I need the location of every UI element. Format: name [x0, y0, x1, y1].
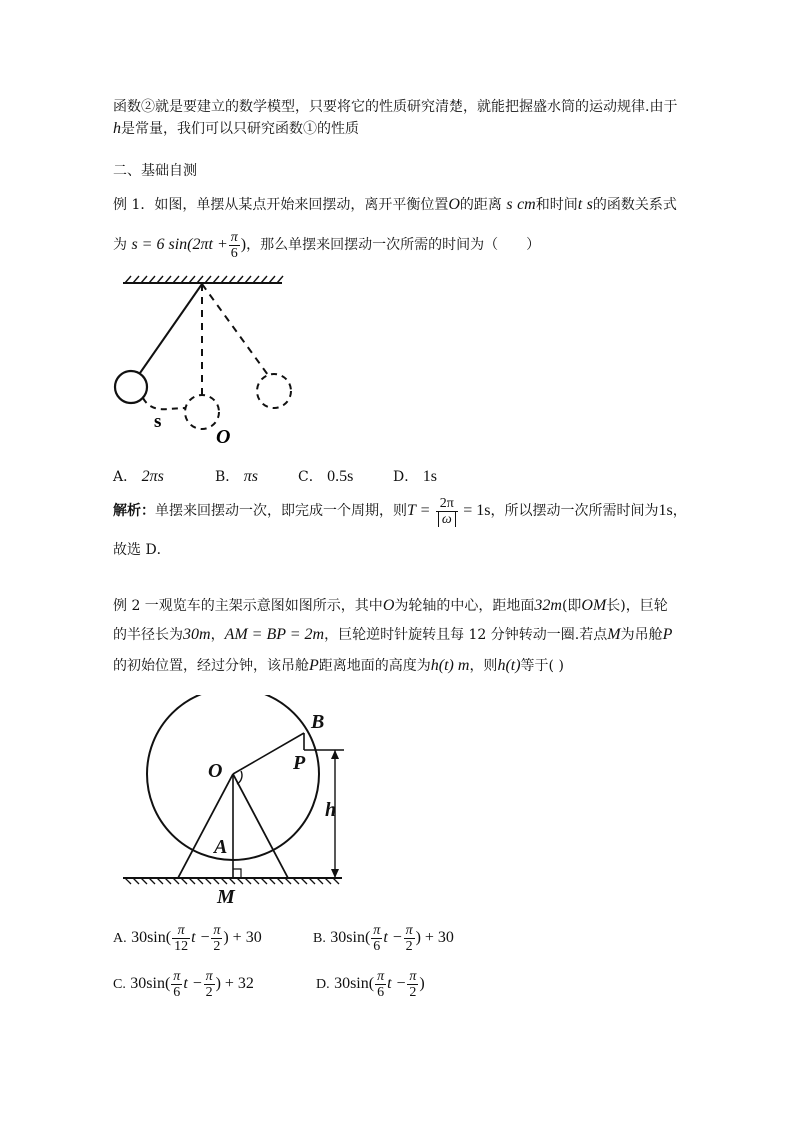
analysis-text-a: 单摆来回摆动一次，即完成一个周期，则 [155, 503, 407, 519]
analysis-T: T = [407, 502, 431, 519]
height-arrow-up [331, 750, 339, 759]
analysis-text-c: ， [672, 503, 687, 519]
label-M: M [217, 886, 235, 908]
ex1-option-a[interactable] [113, 466, 164, 486]
ex2-option-d-n1: π [377, 968, 385, 984]
label-h: h [325, 799, 337, 821]
ex2-l2-M: M [607, 626, 621, 643]
arc-s-dashed [143, 398, 185, 409]
ex2-option-a-pre: 30sin( [131, 929, 172, 946]
ex1-option-a-value: 2πs [141, 468, 164, 485]
ex1-q-t: t [577, 196, 583, 213]
ex2-option-b-n2: π [405, 922, 413, 938]
ex2-option-a-letter: A. [113, 931, 127, 946]
ex2-option-d-pre: 30sin( [334, 975, 375, 992]
analysis-val: 1s [658, 502, 673, 519]
label-P: P [293, 752, 306, 774]
ex1-formula-num: π [230, 229, 238, 245]
ex2-l3-c: ，则 [469, 658, 498, 674]
ex2-option-d-mid: t − [387, 975, 407, 992]
ex1-option-d-letter: D． [393, 469, 419, 485]
intro-text-1: 函数②就是要建立的数学模型，只要将它的性质研究清楚，就能把握盛水筒的运动规律.由于 [113, 99, 678, 115]
pendulum-bob [115, 371, 147, 403]
ex2-l2-30: 30m [183, 626, 211, 643]
ex1-formula-fraction [229, 230, 240, 261]
frame-left-leg [178, 774, 233, 878]
ex2-option-c-post: ) + 32 [215, 975, 254, 992]
analysis-num: 2π [436, 496, 458, 512]
ex2-option-b-letter: B. [313, 931, 326, 946]
ex2-question-line-1 [113, 596, 668, 616]
ex2-question-line-3 [113, 656, 564, 676]
ex2-option-b-post: ) + 30 [415, 929, 454, 946]
ex2-option-b-mid: t − [383, 929, 403, 946]
ex2-option-b-pre: 30sin( [330, 929, 371, 946]
ex2-option-d-post: ) [419, 975, 425, 992]
ex2-option-d[interactable] [316, 966, 425, 1003]
ex1-q-a: 例 1．如图，单摆从某点开始来回摆动，离开平衡位置 [113, 197, 449, 213]
ex1-q-s: s [506, 196, 513, 213]
ex1-q-ts: s [586, 196, 593, 213]
section-title-text: 二、基础自测 [113, 163, 197, 179]
ex2-question-line-2 [113, 625, 672, 645]
ex2-l2-b: ， [210, 627, 225, 643]
ex2-option-d-frac1 [375, 969, 386, 1000]
ex2-l1-d: 长)，巨轮 [606, 598, 668, 614]
ex2-option-b[interactable] [313, 920, 454, 957]
ex2-option-a-n2: π [213, 922, 221, 938]
ex2-option-c-n1: π [173, 968, 181, 984]
analysis-text-b: ，所以摆动一次所需时间为 [490, 503, 659, 519]
ex1-question-line-1 [113, 195, 677, 215]
ex2-l3-h: h(t) m [430, 657, 470, 674]
ex2-option-d-frac2 [407, 969, 418, 1000]
ex2-option-a-post: ) + 30 [223, 929, 262, 946]
ex1-option-d[interactable] [393, 466, 437, 486]
ex1-q-d: 的函数关系式 [592, 197, 677, 213]
equilibrium-bob-dashed [185, 395, 219, 429]
ex1-option-c-value: 0.5s [327, 468, 354, 485]
ex2-l2-eq: AM = BP = 2m [224, 626, 325, 643]
ex2-option-a-frac1 [172, 923, 190, 954]
ex2-option-c-frac1 [171, 969, 182, 1000]
ex2-option-b-n1: π [373, 922, 381, 938]
ex2-option-b-d1: 6 [373, 938, 381, 954]
label-s: s [154, 411, 162, 432]
ex1-question-line-2 [113, 228, 540, 262]
ex2-option-b-d2: 2 [405, 938, 413, 954]
section-title [113, 161, 197, 181]
ex2-option-a-d1: 12 [174, 938, 189, 954]
ex1-conclusion [113, 540, 171, 560]
ex2-l2-P: P [662, 626, 673, 643]
ex1-formula-left: s = 6 sin(2πt + [131, 236, 228, 253]
ceiling-hatch [125, 276, 283, 283]
ex1-option-b-letter: B． [215, 469, 240, 485]
label-A: A [214, 836, 228, 858]
ex2-option-b-frac1 [371, 923, 382, 954]
ex2-l1-c: (即 [561, 598, 582, 614]
ex2-option-c-frac2 [204, 969, 215, 1000]
ex2-option-a-n1: π [172, 923, 190, 939]
ex2-l3-a: 的初始位置，经过分钟，该吊舱 [113, 658, 309, 674]
ex1-option-d-value: 1s [422, 468, 437, 485]
ex2-l3-h2: h(t) [497, 657, 521, 674]
ex1-option-b-value: πs [243, 468, 258, 485]
ex1-q2-post: ，那么单摆来回摆动一次所需的时间为（ ） [246, 237, 541, 253]
ex2-option-a-frac2 [211, 923, 222, 954]
ex2-l3-b: 距离地面的高度为 [318, 658, 431, 674]
ex1-formula-den: 6 [230, 245, 238, 261]
label-B: B [311, 711, 325, 733]
pendulum-figure [110, 270, 300, 450]
ex2-option-d-n2: π [409, 968, 417, 984]
ex2-l3-d: 等于( ) [520, 658, 564, 674]
label-O: O [216, 426, 231, 448]
ex2-option-c-n2: π [205, 968, 213, 984]
ex2-l2-d: 为吊舱 [620, 627, 663, 643]
ex2-l3-P: P [309, 657, 319, 674]
intro-line-2 [113, 119, 359, 139]
ex2-l2-c: ，巨轮逆时针旋转且每 12 分钟转动一圈.若点 [324, 627, 608, 643]
ex1-analysis [113, 492, 687, 530]
label-O-wheel: O [208, 760, 223, 782]
ex1-option-b[interactable] [215, 466, 258, 486]
analysis-label: 解析： [113, 503, 155, 519]
intro-text-2: 是常量，我们可以只研究函数①的性质 [121, 121, 359, 137]
ex2-option-a-d2: 2 [213, 938, 221, 954]
ferris-wheel-figure [110, 695, 360, 915]
right-dashed-string [202, 284, 268, 375]
analysis-eq: = 1s [463, 502, 491, 519]
ex1-q-cm: cm [517, 196, 536, 213]
ex2-option-d-d2: 2 [409, 984, 417, 1000]
ex2-l1-a: 例 2 一观览车的主架示意图如图所示，其中 [113, 598, 383, 614]
ex1-q-c: 和时间 [535, 197, 578, 213]
ex2-option-c-d1: 6 [173, 984, 181, 1000]
ex2-l1-32: 32m [534, 597, 562, 614]
ex2-option-a-mid: t − [191, 929, 211, 946]
ex2-option-c-d2: 2 [205, 984, 213, 1000]
pendulum-string [140, 284, 202, 373]
analysis-den: ω [438, 512, 456, 527]
analysis-den-wrap [436, 512, 458, 527]
ex1-option-c[interactable] [298, 466, 353, 486]
right-bob-dashed [257, 374, 291, 408]
conclusion-text: 故选 D． [113, 542, 171, 558]
ex2-l1-OM: OM [581, 597, 607, 614]
ex2-l1-b: 为轮轴的中心，距地面 [394, 598, 535, 614]
height-arrow-down [331, 869, 339, 878]
ex2-option-d-letter: D. [316, 977, 330, 992]
ex2-option-c-pre: 30sin( [130, 975, 171, 992]
ex2-option-d-d1: 6 [377, 984, 385, 1000]
right-angle-mark [233, 869, 241, 878]
ex1-q-b: 的距离 [459, 197, 502, 213]
ex2-option-c[interactable] [113, 966, 254, 1003]
ex1-q-O: O [448, 196, 460, 213]
ex2-option-a[interactable] [113, 920, 262, 957]
intro-var-h: h [113, 120, 121, 137]
ex2-l1-O: O [382, 597, 395, 614]
ex2-l2-a: 的半径长为 [113, 627, 183, 643]
ex2-option-c-mid: t − [183, 975, 203, 992]
intro-line-1 [113, 97, 677, 117]
ex1-option-a-letter: A． [113, 469, 138, 485]
analysis-fraction [436, 496, 458, 527]
ex1-q2-pre: 为 [113, 237, 127, 253]
ex1-formula-close: ) [240, 236, 247, 253]
ex1-option-c-letter: C． [298, 469, 323, 485]
ex2-option-b-frac2 [404, 923, 415, 954]
frame-right-leg [233, 774, 288, 878]
ex2-option-c-letter: C. [113, 977, 126, 992]
